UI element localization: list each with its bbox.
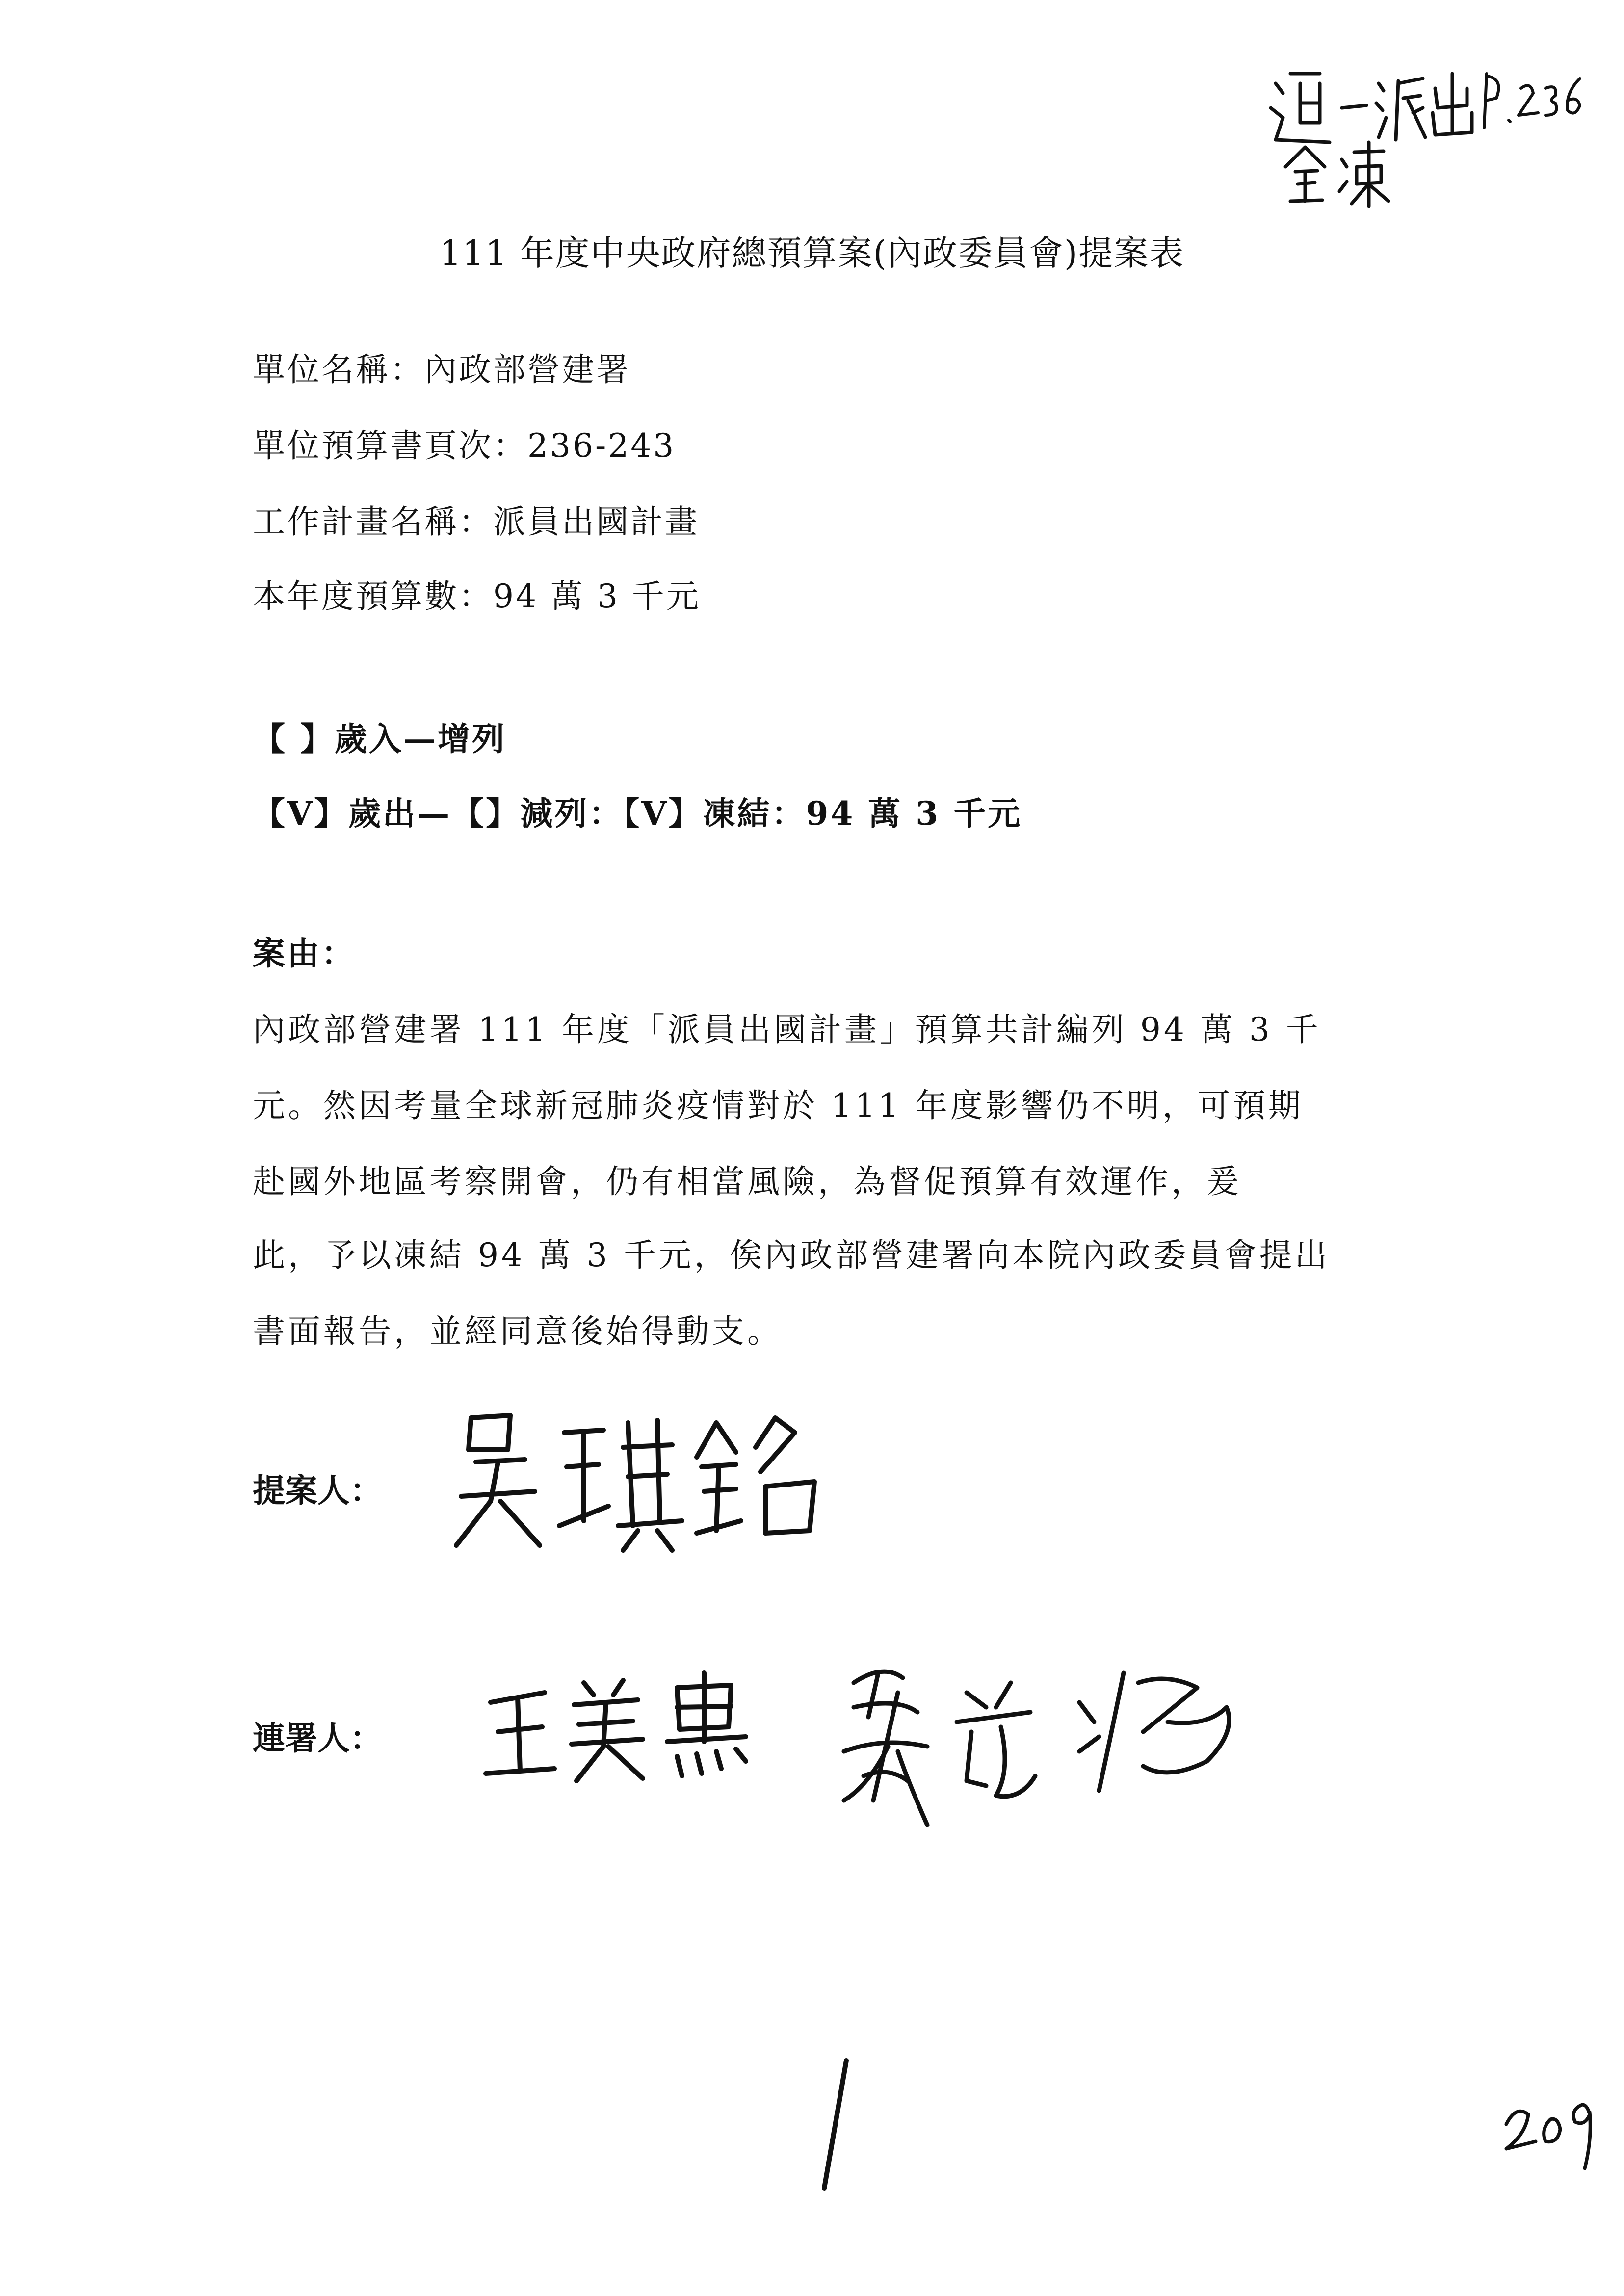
reason-line: 元。然因考量全球新冠肺炎疫情對於 111 年度影響仍不明，可預期 (253, 1087, 1304, 1124)
handwritten-page-number (1496, 2085, 1614, 2183)
reason-line: 內政部營建署 111 年度「派員出國計畫」預算共計編列 94 萬 3 千 (253, 1011, 1321, 1048)
cosigner-signature-2 (824, 1653, 1266, 1850)
reason-heading: 案由： (253, 934, 356, 972)
proposer-signature (442, 1403, 844, 1560)
handwritten-mark (805, 2051, 864, 2198)
revenue-option: 【 】歲入—增列 (253, 720, 506, 758)
cosigner-signature-1-ink (471, 1663, 765, 1791)
reason-line: 赴國外地區考察開會，仍有相當風險，為督促預算有效運作，爰 (253, 1163, 1242, 1200)
handwritten-annotation (1256, 54, 1599, 211)
handwritten-page-number-ink (1496, 2085, 1614, 2183)
unit-name-field: 單位名稱：內政部營建署 (253, 351, 630, 389)
cosigner-label: 連署人： (253, 1719, 382, 1757)
handwritten-mark-ink (805, 2051, 864, 2198)
cosigner-signature-1 (471, 1663, 765, 1791)
plan-name-field: 工作計畫名稱：派員出國計畫 (253, 503, 699, 541)
handwritten-annotation-ink (1256, 54, 1599, 211)
cosigner-signature-2-ink (824, 1653, 1266, 1850)
budget-amount-field: 本年度預算數：94 萬 3 千元 (253, 577, 701, 615)
proposer-label: 提案人： (253, 1471, 382, 1510)
document-title: 111 年度中央政府總預算案(內政委員會)提案表 (439, 233, 1185, 273)
expenditure-option: 【V】歲出—【】減列：【V】凍結：94 萬 3 千元 (253, 794, 1022, 833)
reason-line: 書面報告，並經同意後始得動支。 (253, 1312, 783, 1350)
budget-pages-field: 單位預算書頁次：236-243 (253, 427, 676, 465)
proposer-signature-ink (442, 1403, 844, 1560)
reason-line: 此，予以凍結 94 萬 3 千元，俟內政部營建署向本院內政委員會提出 (253, 1236, 1330, 1274)
